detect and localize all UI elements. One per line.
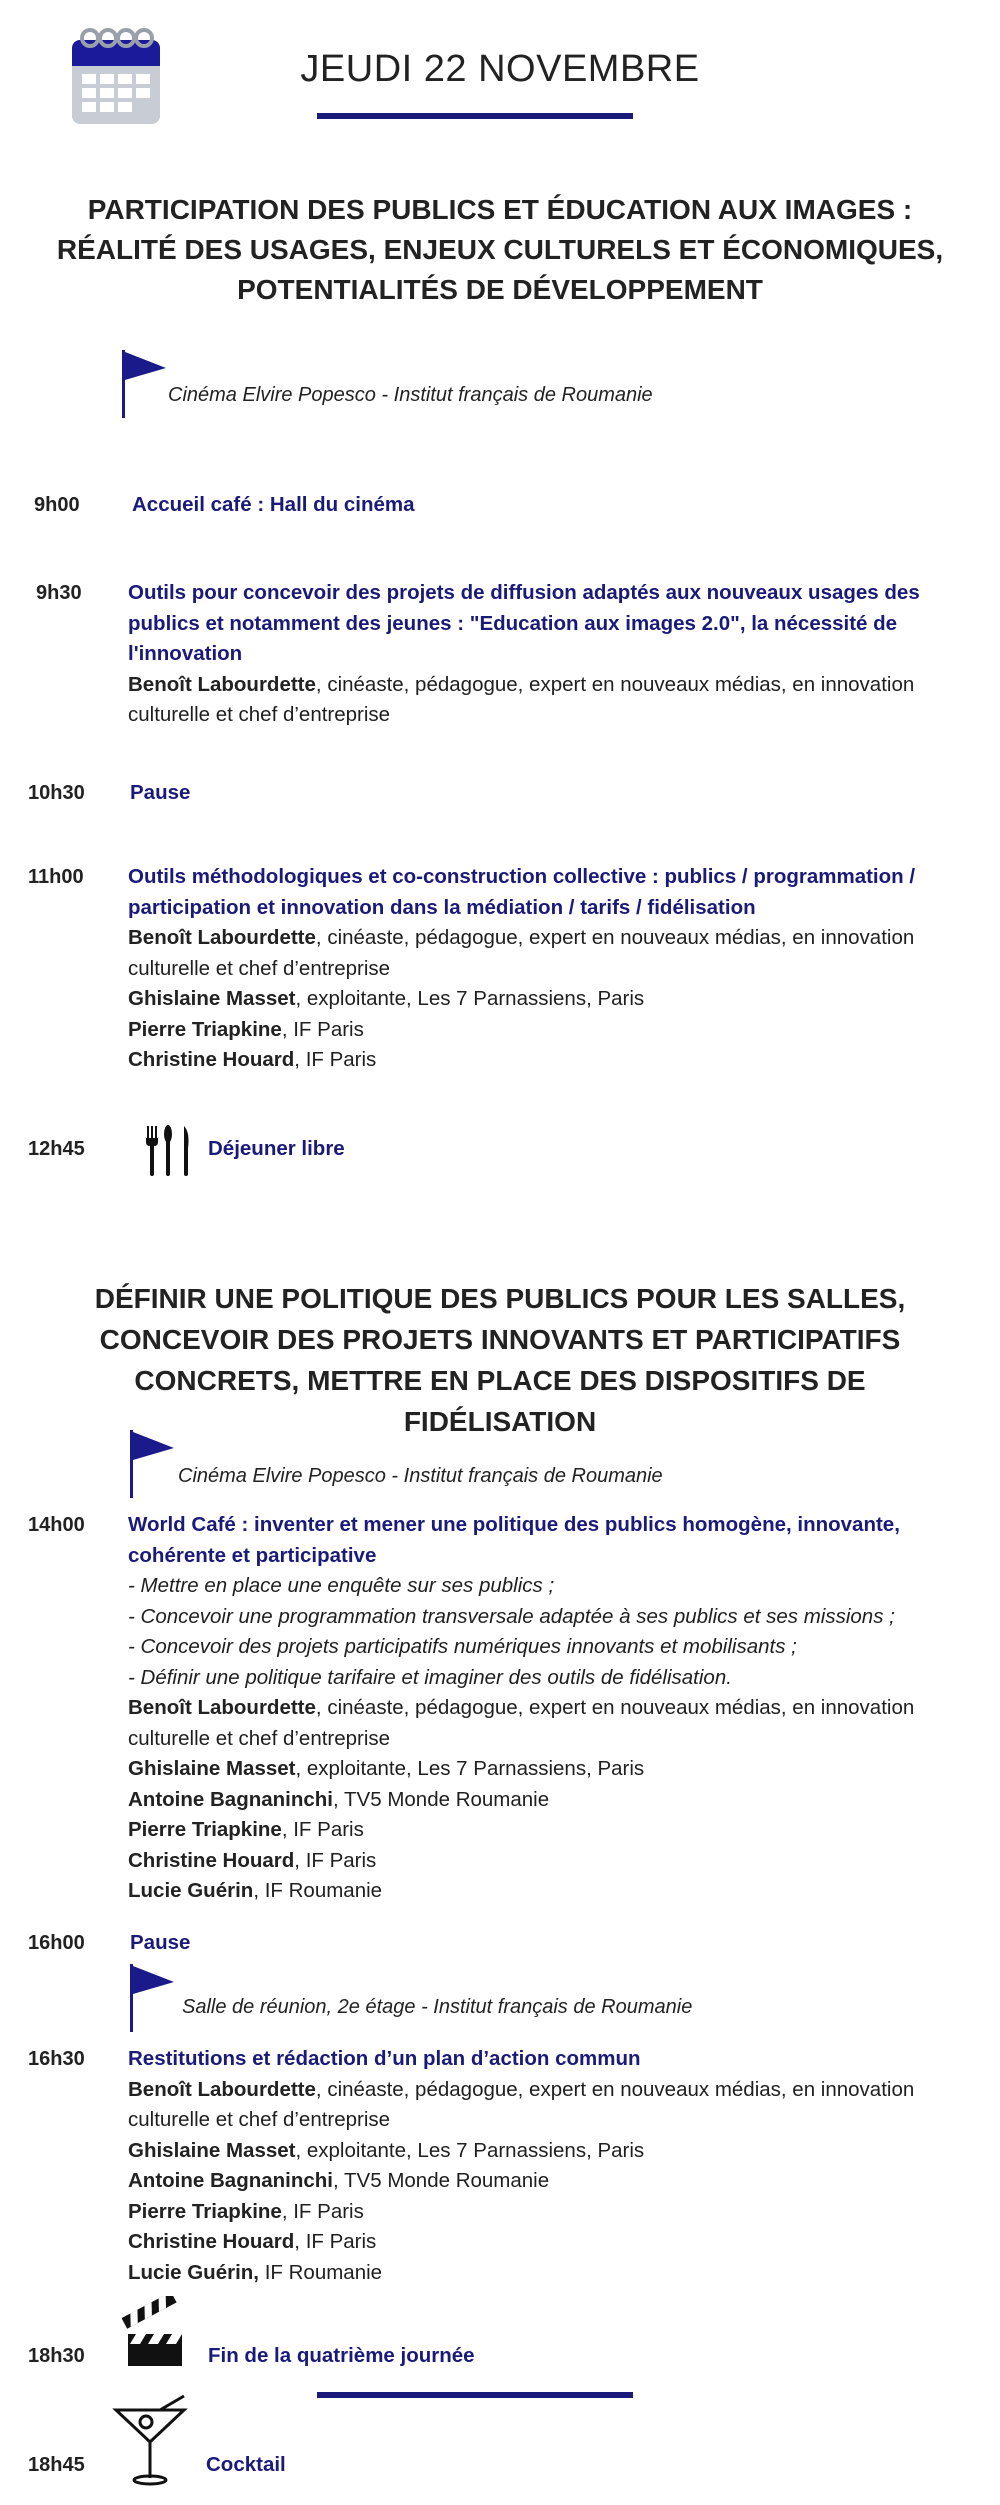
venue-label: Salle de réunion, 2e étage - Institut français de Roumanie (182, 1996, 693, 2018)
time-11h00: 11h00 (28, 866, 84, 888)
item-title-pause: Pause (130, 781, 191, 804)
time-18h30: 18h30 (28, 2345, 85, 2367)
time-9h30: 9h30 (36, 582, 82, 604)
item-title-pause: Pause (130, 1931, 191, 1954)
time-14h00: 14h00 (28, 1514, 85, 1536)
item-title-accueil: Accueil café : Hall du cinéma (132, 493, 415, 516)
time-16h00: 16h00 (28, 1932, 85, 1954)
venue-label: Cinéma Elvire Popesco - Institut français de Roumanie (168, 384, 653, 406)
time-18h45: 18h45 (28, 2454, 85, 2476)
item-9h30: Outils pour concevoir des projets de diffusion adaptés aux nouveaux usages des publics et notamment des jeunes : "Education aux images 2.0", la nécessité de l'innovation Benoît Labourdette, cinéaste, pédagogue, expert en nouveaux médias, en innovation culturelle et chef d’entreprise (128, 581, 920, 726)
time-12h45: 12h45 (28, 1138, 85, 1160)
item-title-dejeuner: Déjeuner libre (208, 1137, 345, 1160)
venue-label: Cinéma Elvire Popesco - Institut français de Roumanie (178, 1465, 663, 1487)
item-title-fin: Fin de la quatrième journée (208, 2344, 475, 2367)
time-9h00: 9h00 (34, 494, 80, 516)
item-14h00: World Café : inventer et mener une politique des publics homogène, innovante, cohérente et participative - Mettre en place une enquête sur ses publics ; - Concevoir une programmation transversale adaptée à ses publics et ses missions ; - Concevoir des projets participatifs numériques innovants et mobilisants ; - Définir une politique tarifaire et imaginer des outils de fidélisation. Benoît Labourdette, cinéaste, pédagogue, expert en nouveaux médias, en innovation culturelle et chef d’entreprise Ghislaine Masset, exploitante, Les 7 Parnassiens, Paris Antoine Bagnaninchi, TV5 Monde Roumanie Pierre Triapkine, IF Paris Christine Houard, IF Paris Lucie Guérin, IF Roumanie (128, 1513, 915, 1902)
cocktail-glass-icon (112, 2394, 188, 2486)
section1-title: PARTICIPATION DES PUBLICS ET ÉDUCATION AUX IMAGES : RÉALITÉ DES USAGES, ENJEUX CULTURELS ET ÉCONOMIQUES, POTENTIALITÉS DE DÉVELOPPEMENT (56, 194, 944, 305)
flag-icon (120, 350, 168, 420)
flag-icon (128, 1430, 176, 1500)
item-16h30: Restitutions et rédaction d’un plan d’action commun Benoît Labourdette, cinéaste, pédagogue, expert en nouveaux médias, en innovation culturelle et chef d’entreprise Ghislaine Masset, exploitante, Les 7 Parnassiens, Paris Antoine Bagnaninchi, TV5 Monde Roumanie Pierre Triapkine, IF Paris Christine Houard, IF Paris Lucie Guérin, IF Roumanie (128, 2047, 915, 2284)
section2-title: DÉFINIR UNE POLITIQUE DES PUBLICS POUR LES SALLES, CONCEVOIR DES PROJETS INNOVANTS ET PARTICIPATIFS CONCRETS, METTRE EN PLACE DES DISPOSITIFS DE FIDÉLISATION (94, 1283, 906, 1437)
item-11h00: Outils méthodologiques et co-construction collective : publics / programmation / participation et innovation dans la médiation / tarifs / fidélisation Benoît Labourdette, cinéaste, pédagogue, expert en nouveaux médias, en innovation culturelle et chef d’entreprise Ghislaine Masset, exploitante, Les 7 Parnassiens, Paris Pierre Triapkine, IF Paris Christine Houard, IF Paris (128, 865, 916, 1071)
cutlery-icon (140, 1124, 196, 1178)
clapperboard-icon (122, 2296, 186, 2368)
time-10h30: 10h30 (28, 782, 85, 804)
flag-icon (128, 1964, 176, 2034)
item-title-cocktail: Cocktail (206, 2453, 286, 2476)
time-16h30: 16h30 (28, 2048, 85, 2070)
footer-rule (317, 2392, 633, 2398)
day-title: JEUDI 22 NOVEMBRE (300, 48, 700, 90)
title-underline (317, 113, 633, 119)
